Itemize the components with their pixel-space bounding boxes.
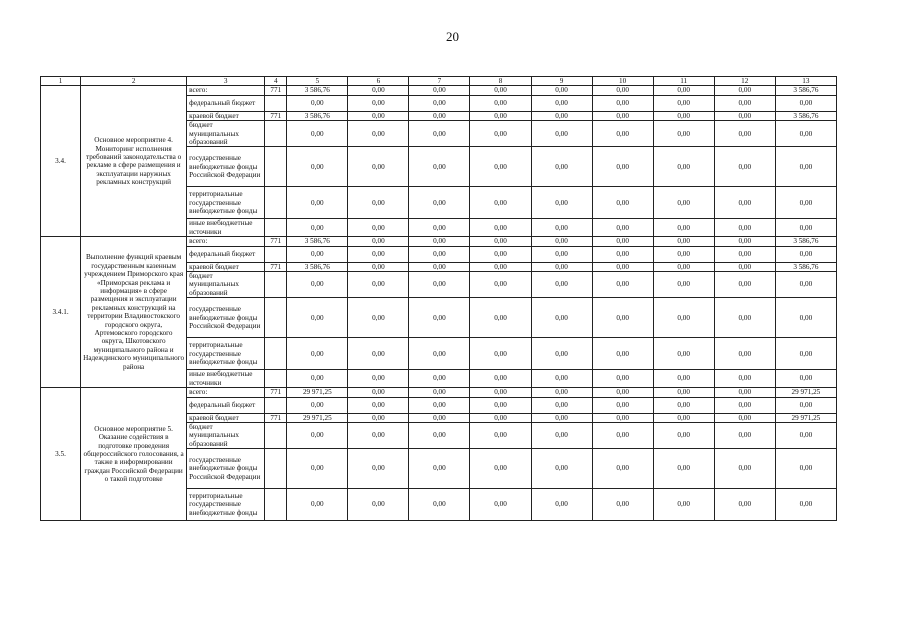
amount-cell: 0,00 [348, 237, 409, 246]
header-cell: 11 [653, 77, 714, 86]
amount-cell: 0,00 [287, 298, 348, 338]
funding-source: краевой бюджет [187, 111, 265, 120]
amount-cell: 0,00 [531, 413, 592, 422]
section-description: Основное мероприятие 5. Оказание содействия в подготовке проведения общероссийского голосования, а также в информировании граждан Российской Федерации о такой подготовке [81, 388, 187, 521]
amount-cell: 0,00 [653, 121, 714, 147]
amount-cell: 0,00 [653, 237, 714, 246]
amount-cell: 3 586,76 [287, 262, 348, 271]
amount-cell: 0,00 [348, 95, 409, 111]
amount-cell: 0,00 [714, 187, 775, 219]
amount-cell: 0,00 [775, 95, 836, 111]
amount-cell: 0,00 [714, 121, 775, 147]
amount-cell: 0,00 [470, 338, 531, 370]
header-cell: 5 [287, 77, 348, 86]
funding-source: федеральный бюджет [187, 95, 265, 111]
header-cell: 3 [187, 77, 265, 86]
amount-cell: 0,00 [348, 413, 409, 422]
amount-cell: 0,00 [287, 246, 348, 262]
amount-cell: 0,00 [409, 86, 470, 95]
section-number: 3.5. [41, 388, 81, 521]
funding-source: всего: [187, 388, 265, 397]
amount-cell: 0,00 [531, 397, 592, 413]
amount-cell: 0,00 [409, 370, 470, 388]
amount-cell: 0,00 [714, 237, 775, 246]
amount-cell: 0,00 [287, 95, 348, 111]
funding-source: всего: [187, 86, 265, 95]
amount-cell: 0,00 [531, 95, 592, 111]
amount-cell: 0,00 [409, 147, 470, 187]
amount-cell: 0,00 [409, 272, 470, 298]
header-row [41, 77, 837, 86]
amount-cell: 0,00 [653, 187, 714, 219]
amount-cell: 0,00 [653, 298, 714, 338]
amount-cell: 0,00 [348, 272, 409, 298]
budget-code [265, 95, 287, 111]
amount-cell: 0,00 [287, 489, 348, 521]
amount-cell: 0,00 [592, 121, 653, 147]
amount-cell: 0,00 [775, 298, 836, 338]
amount-cell: 29 971,25 [775, 413, 836, 422]
funding-source: бюджет муниципальных образований [187, 422, 265, 448]
amount-cell: 0,00 [470, 147, 531, 187]
amount-cell: 0,00 [592, 413, 653, 422]
amount-cell: 0,00 [714, 262, 775, 271]
amount-cell: 3 586,76 [287, 86, 348, 95]
amount-cell: 0,00 [470, 121, 531, 147]
amount-cell: 0,00 [470, 370, 531, 388]
amount-cell: 0,00 [287, 272, 348, 298]
amount-cell: 0,00 [409, 187, 470, 219]
amount-cell: 0,00 [714, 449, 775, 489]
table-row [41, 86, 837, 95]
amount-cell: 0,00 [287, 121, 348, 147]
amount-cell: 0,00 [592, 237, 653, 246]
amount-cell: 0,00 [409, 219, 470, 237]
header-cell: 10 [592, 77, 653, 86]
amount-cell: 0,00 [592, 111, 653, 120]
amount-cell: 0,00 [531, 121, 592, 147]
amount-cell: 29 971,25 [287, 413, 348, 422]
amount-cell: 0,00 [714, 86, 775, 95]
amount-cell: 0,00 [531, 489, 592, 521]
funding-source: государственные внебюджетные фонды Российской Федерации [187, 298, 265, 338]
amount-cell: 0,00 [714, 413, 775, 422]
amount-cell: 0,00 [592, 187, 653, 219]
amount-cell: 0,00 [653, 422, 714, 448]
amount-cell: 0,00 [348, 262, 409, 271]
amount-cell: 0,00 [775, 272, 836, 298]
amount-cell: 0,00 [653, 86, 714, 95]
amount-cell: 0,00 [470, 272, 531, 298]
budget-code [265, 187, 287, 219]
header-cell: 6 [348, 77, 409, 86]
amount-cell: 3 586,76 [287, 111, 348, 120]
table-row [41, 388, 837, 397]
budget-table [40, 76, 837, 521]
header-cell: 9 [531, 77, 592, 86]
amount-cell: 0,00 [531, 298, 592, 338]
amount-cell: 0,00 [714, 95, 775, 111]
amount-cell: 0,00 [592, 489, 653, 521]
amount-cell: 0,00 [531, 449, 592, 489]
amount-cell: 3 586,76 [287, 237, 348, 246]
budget-code [265, 338, 287, 370]
amount-cell: 0,00 [592, 262, 653, 271]
amount-cell: 0,00 [714, 219, 775, 237]
amount-cell: 0,00 [653, 397, 714, 413]
amount-cell: 0,00 [348, 121, 409, 147]
amount-cell: 0,00 [409, 246, 470, 262]
amount-cell: 0,00 [470, 262, 531, 271]
amount-cell: 0,00 [653, 338, 714, 370]
header-cell: 2 [81, 77, 187, 86]
amount-cell: 0,00 [409, 298, 470, 338]
amount-cell: 0,00 [470, 298, 531, 338]
amount-cell: 0,00 [653, 449, 714, 489]
amount-cell: 0,00 [531, 262, 592, 271]
amount-cell: 0,00 [470, 187, 531, 219]
amount-cell: 0,00 [592, 246, 653, 262]
budget-code: 771 [265, 388, 287, 397]
funding-source: территориальные государственные внебюджетные фонды [187, 338, 265, 370]
header-cell: 4 [265, 77, 287, 86]
amount-cell: 0,00 [348, 397, 409, 413]
budget-code [265, 449, 287, 489]
amount-cell: 0,00 [409, 111, 470, 120]
amount-cell: 0,00 [775, 147, 836, 187]
budget-code [265, 147, 287, 187]
header-cell: 8 [470, 77, 531, 86]
amount-cell: 0,00 [287, 370, 348, 388]
amount-cell: 0,00 [775, 246, 836, 262]
budget-code [265, 121, 287, 147]
header-cell: 12 [714, 77, 775, 86]
amount-cell: 0,00 [775, 187, 836, 219]
amount-cell: 0,00 [714, 388, 775, 397]
amount-cell: 0,00 [714, 370, 775, 388]
amount-cell: 0,00 [531, 246, 592, 262]
budget-code: 771 [265, 237, 287, 246]
funding-source: бюджет муниципальных образований [187, 272, 265, 298]
funding-source: территориальные государственные внебюджетные фонды [187, 489, 265, 521]
amount-cell: 0,00 [531, 219, 592, 237]
amount-cell: 0,00 [531, 422, 592, 448]
amount-cell: 0,00 [653, 413, 714, 422]
funding-source: бюджет муниципальных образований [187, 121, 265, 147]
amount-cell: 0,00 [348, 246, 409, 262]
amount-cell: 0,00 [531, 338, 592, 370]
section-number: 3.4.1. [41, 237, 81, 388]
amount-cell: 0,00 [592, 449, 653, 489]
budget-code [265, 246, 287, 262]
amount-cell: 0,00 [409, 397, 470, 413]
header-cell: 13 [775, 77, 836, 86]
amount-cell: 0,00 [531, 272, 592, 298]
amount-cell: 0,00 [287, 187, 348, 219]
header-cell: 1 [41, 77, 81, 86]
budget-code: 771 [265, 413, 287, 422]
amount-cell: 0,00 [653, 219, 714, 237]
amount-cell: 0,00 [348, 111, 409, 120]
amount-cell: 0,00 [775, 449, 836, 489]
amount-cell: 0,00 [531, 111, 592, 120]
section-number: 3.4. [41, 86, 81, 237]
funding-source: всего: [187, 237, 265, 246]
amount-cell: 0,00 [409, 95, 470, 111]
amount-cell: 0,00 [653, 262, 714, 271]
amount-cell: 3 586,76 [775, 262, 836, 271]
amount-cell: 0,00 [348, 489, 409, 521]
amount-cell: 0,00 [531, 86, 592, 95]
amount-cell: 0,00 [653, 95, 714, 111]
amount-cell: 0,00 [470, 489, 531, 521]
budget-code [265, 298, 287, 338]
budget-code [265, 370, 287, 388]
amount-cell: 0,00 [714, 298, 775, 338]
funding-source: государственные внебюджетные фонды Российской Федерации [187, 147, 265, 187]
amount-cell: 0,00 [531, 370, 592, 388]
budget-code: 771 [265, 262, 287, 271]
amount-cell: 0,00 [287, 422, 348, 448]
amount-cell: 0,00 [470, 422, 531, 448]
amount-cell: 0,00 [653, 147, 714, 187]
amount-cell: 3 586,76 [775, 237, 836, 246]
amount-cell: 3 586,76 [775, 111, 836, 120]
amount-cell: 0,00 [287, 338, 348, 370]
amount-cell: 0,00 [409, 388, 470, 397]
page-number: 20 [446, 29, 459, 44]
budget-code [265, 219, 287, 237]
amount-cell: 0,00 [348, 147, 409, 187]
amount-cell: 0,00 [409, 338, 470, 370]
funding-source: территориальные государственные внебюджетные фонды [187, 187, 265, 219]
amount-cell: 0,00 [470, 413, 531, 422]
funding-source: федеральный бюджет [187, 397, 265, 413]
amount-cell: 0,00 [592, 219, 653, 237]
amount-cell: 0,00 [714, 489, 775, 521]
amount-cell: 0,00 [653, 246, 714, 262]
amount-cell: 29 971,25 [287, 388, 348, 397]
amount-cell: 0,00 [409, 422, 470, 448]
funding-source: иные внебюджетные источники [187, 219, 265, 237]
amount-cell: 0,00 [470, 388, 531, 397]
amount-cell: 0,00 [775, 422, 836, 448]
amount-cell: 0,00 [714, 338, 775, 370]
amount-cell: 0,00 [592, 298, 653, 338]
amount-cell: 0,00 [470, 86, 531, 95]
amount-cell: 0,00 [409, 237, 470, 246]
amount-cell: 0,00 [653, 489, 714, 521]
amount-cell: 0,00 [409, 262, 470, 271]
amount-cell: 0,00 [409, 121, 470, 147]
amount-cell: 0,00 [470, 397, 531, 413]
amount-cell: 3 586,76 [775, 86, 836, 95]
amount-cell: 0,00 [592, 422, 653, 448]
amount-cell: 0,00 [775, 219, 836, 237]
amount-cell: 0,00 [531, 187, 592, 219]
amount-cell: 0,00 [714, 111, 775, 120]
amount-cell: 0,00 [531, 237, 592, 246]
amount-cell: 0,00 [348, 449, 409, 489]
amount-cell: 0,00 [775, 121, 836, 147]
amount-cell: 0,00 [714, 147, 775, 187]
amount-cell: 0,00 [531, 388, 592, 397]
amount-cell: 0,00 [592, 95, 653, 111]
budget-code [265, 422, 287, 448]
funding-source: краевой бюджет [187, 413, 265, 422]
amount-cell: 0,00 [470, 111, 531, 120]
amount-cell: 0,00 [470, 237, 531, 246]
amount-cell: 0,00 [592, 147, 653, 187]
amount-cell: 0,00 [470, 449, 531, 489]
amount-cell: 0,00 [470, 246, 531, 262]
amount-cell: 0,00 [653, 388, 714, 397]
budget-code [265, 397, 287, 413]
amount-cell: 0,00 [592, 388, 653, 397]
amount-cell: 0,00 [287, 449, 348, 489]
amount-cell: 0,00 [775, 397, 836, 413]
amount-cell: 0,00 [592, 397, 653, 413]
amount-cell: 0,00 [470, 95, 531, 111]
amount-cell: 0,00 [348, 219, 409, 237]
amount-cell: 0,00 [531, 147, 592, 187]
budget-code: 771 [265, 111, 287, 120]
funding-source: иные внебюджетные источники [187, 370, 265, 388]
budget-code [265, 272, 287, 298]
amount-cell: 0,00 [592, 86, 653, 95]
budget-code [265, 489, 287, 521]
amount-cell: 0,00 [653, 111, 714, 120]
amount-cell: 0,00 [592, 338, 653, 370]
amount-cell: 0,00 [287, 147, 348, 187]
amount-cell: 0,00 [409, 413, 470, 422]
amount-cell: 0,00 [775, 338, 836, 370]
section-description: Выполнение функций краевым государственным казенным учреждением Приморского края «Приморская реклама и информация» в сфере размещения и эксплуатации рекламных конструкций на территории Владивостокского городского округа, Артемовского городского округа, Шкотовского муниципального района и Надеждинского муниципального района [81, 237, 187, 388]
budget-code: 771 [265, 86, 287, 95]
amount-cell: 0,00 [470, 219, 531, 237]
section-description: Основное мероприятие 4. Мониторинг исполнения требований законодательства о рекламе в сфере размещения и эксплуатации наружных рекламных конструкций [81, 86, 187, 237]
amount-cell: 0,00 [348, 187, 409, 219]
amount-cell: 0,00 [409, 449, 470, 489]
amount-cell: 0,00 [348, 370, 409, 388]
amount-cell: 0,00 [775, 370, 836, 388]
amount-cell: 0,00 [714, 272, 775, 298]
amount-cell: 29 971,25 [775, 388, 836, 397]
table-row [41, 237, 837, 246]
amount-cell: 0,00 [348, 338, 409, 370]
funding-source: краевой бюджет [187, 262, 265, 271]
amount-cell: 0,00 [653, 272, 714, 298]
amount-cell: 0,00 [653, 370, 714, 388]
funding-source: государственные внебюджетные фонды Российской Федерации [187, 449, 265, 489]
amount-cell: 0,00 [348, 86, 409, 95]
amount-cell: 0,00 [592, 370, 653, 388]
amount-cell: 0,00 [775, 489, 836, 521]
amount-cell: 0,00 [714, 422, 775, 448]
header-cell: 7 [409, 77, 470, 86]
amount-cell: 0,00 [714, 246, 775, 262]
amount-cell: 0,00 [348, 298, 409, 338]
amount-cell: 0,00 [287, 397, 348, 413]
amount-cell: 0,00 [348, 422, 409, 448]
amount-cell: 0,00 [714, 397, 775, 413]
amount-cell: 0,00 [592, 272, 653, 298]
amount-cell: 0,00 [409, 489, 470, 521]
funding-source: федеральный бюджет [187, 246, 265, 262]
amount-cell: 0,00 [287, 219, 348, 237]
amount-cell: 0,00 [348, 388, 409, 397]
